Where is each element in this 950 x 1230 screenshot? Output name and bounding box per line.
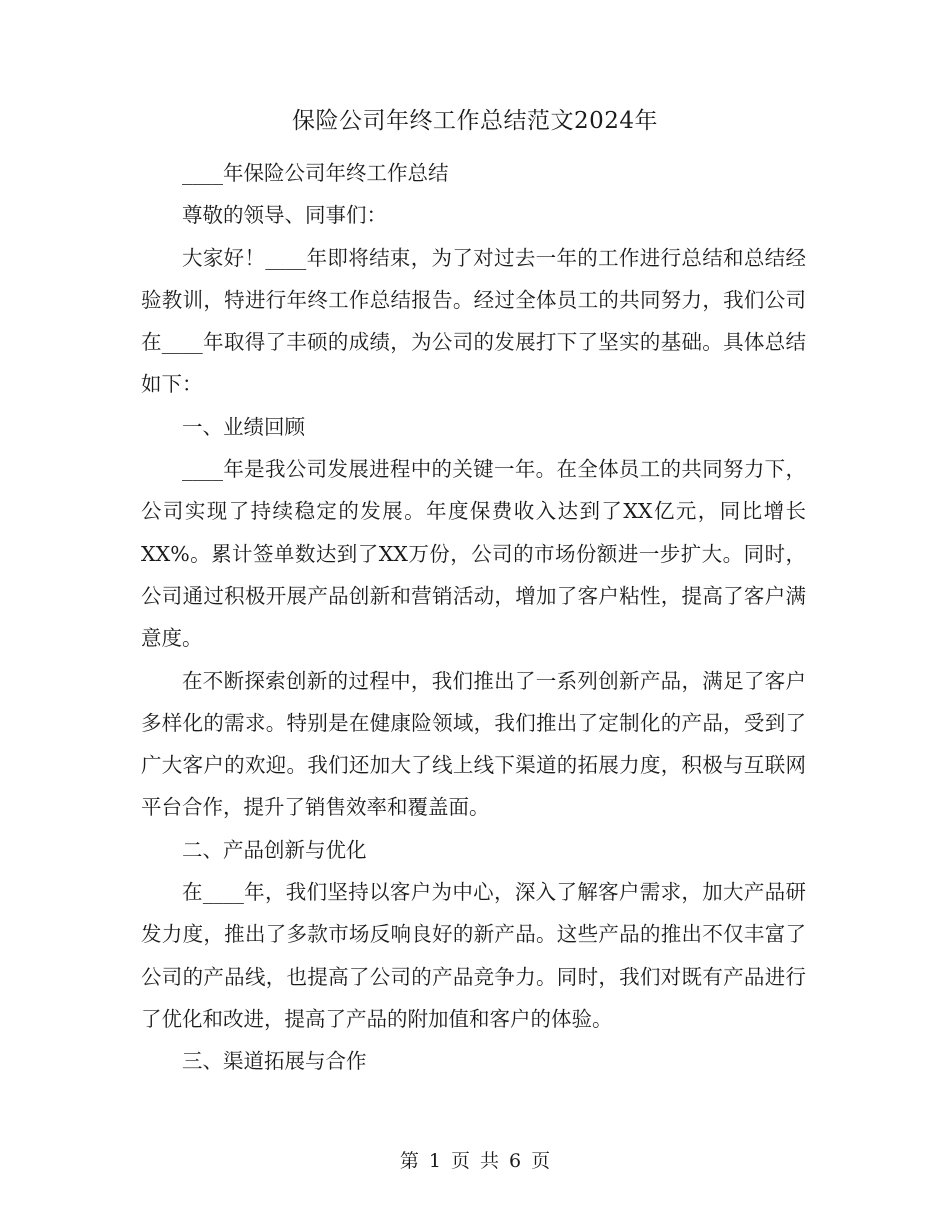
report-heading: ____年保险公司年终工作总结 <box>182 161 449 185</box>
performance-paragraph: ____年是我公司发展进程中的关键一年。在全体员工的共同努力下，公司实现了持续稳定的发展。年度保费收入达到了XX亿元，同比增长XX%。累计签单数达到了XX万份，公司的市场份额进一步扩大。同时，公司通过积极开展产品创新和营销活动，增加了客户粘性，提高了客户满意度。 <box>141 457 806 651</box>
section-heading-performance: 一、业绩回顾 <box>182 414 305 439</box>
footer-total-pages: 6 <box>509 1150 522 1172</box>
intro-paragraph: 大家好！____年即将结束，为了对过去一年的工作进行总结和总结经验教训，特进行年终工作总结报告。经过全体员工的共同努力，我们公司在____年取得了丰硕的成绩，为公司的发展打下了坚实的基础。具体总结如下： <box>141 245 806 397</box>
section-heading-channels: 三、渠道拓展与合作 <box>182 1049 367 1074</box>
footer-page-number: 1 <box>428 1150 441 1172</box>
footer-total-prefix: 共 <box>480 1150 500 1172</box>
footer-page-prefix: 第 <box>399 1150 419 1172</box>
footer-total-suffix: 页 <box>531 1150 551 1172</box>
document-body <box>141 152 806 1083</box>
page-footer <box>0 1148 950 1174</box>
document-title: 保险公司年终工作总结范文2024年 <box>291 108 659 134</box>
section-heading-products: 二、产品创新与优化 <box>182 837 367 862</box>
products-paragraph: 在____年，我们坚持以客户为中心，深入了解客户需求，加大产品研发力度，推出了多款市场反响良好的新产品。这些产品的推出不仅丰富了公司的产品线，也提高了公司的产品竞争力。同时，我们对既有产品进行了优化和改进，提高了产品的附加值和客户的体验。 <box>141 880 806 1031</box>
footer-page-mid: 页 <box>450 1150 470 1172</box>
innovation-paragraph: 在不断探索创新的过程中，我们推出了一系列创新产品，满足了客户多样化的需求。特别是在健康险领域，我们推出了定制化的产品，受到了广大客户的欢迎。我们还加大了线上线下渠道的拓展力度，积极与互联网平台合作，提升了销售效率和覆盖面。 <box>141 668 806 820</box>
salutation: 尊敬的领导、同事们： <box>182 203 387 228</box>
